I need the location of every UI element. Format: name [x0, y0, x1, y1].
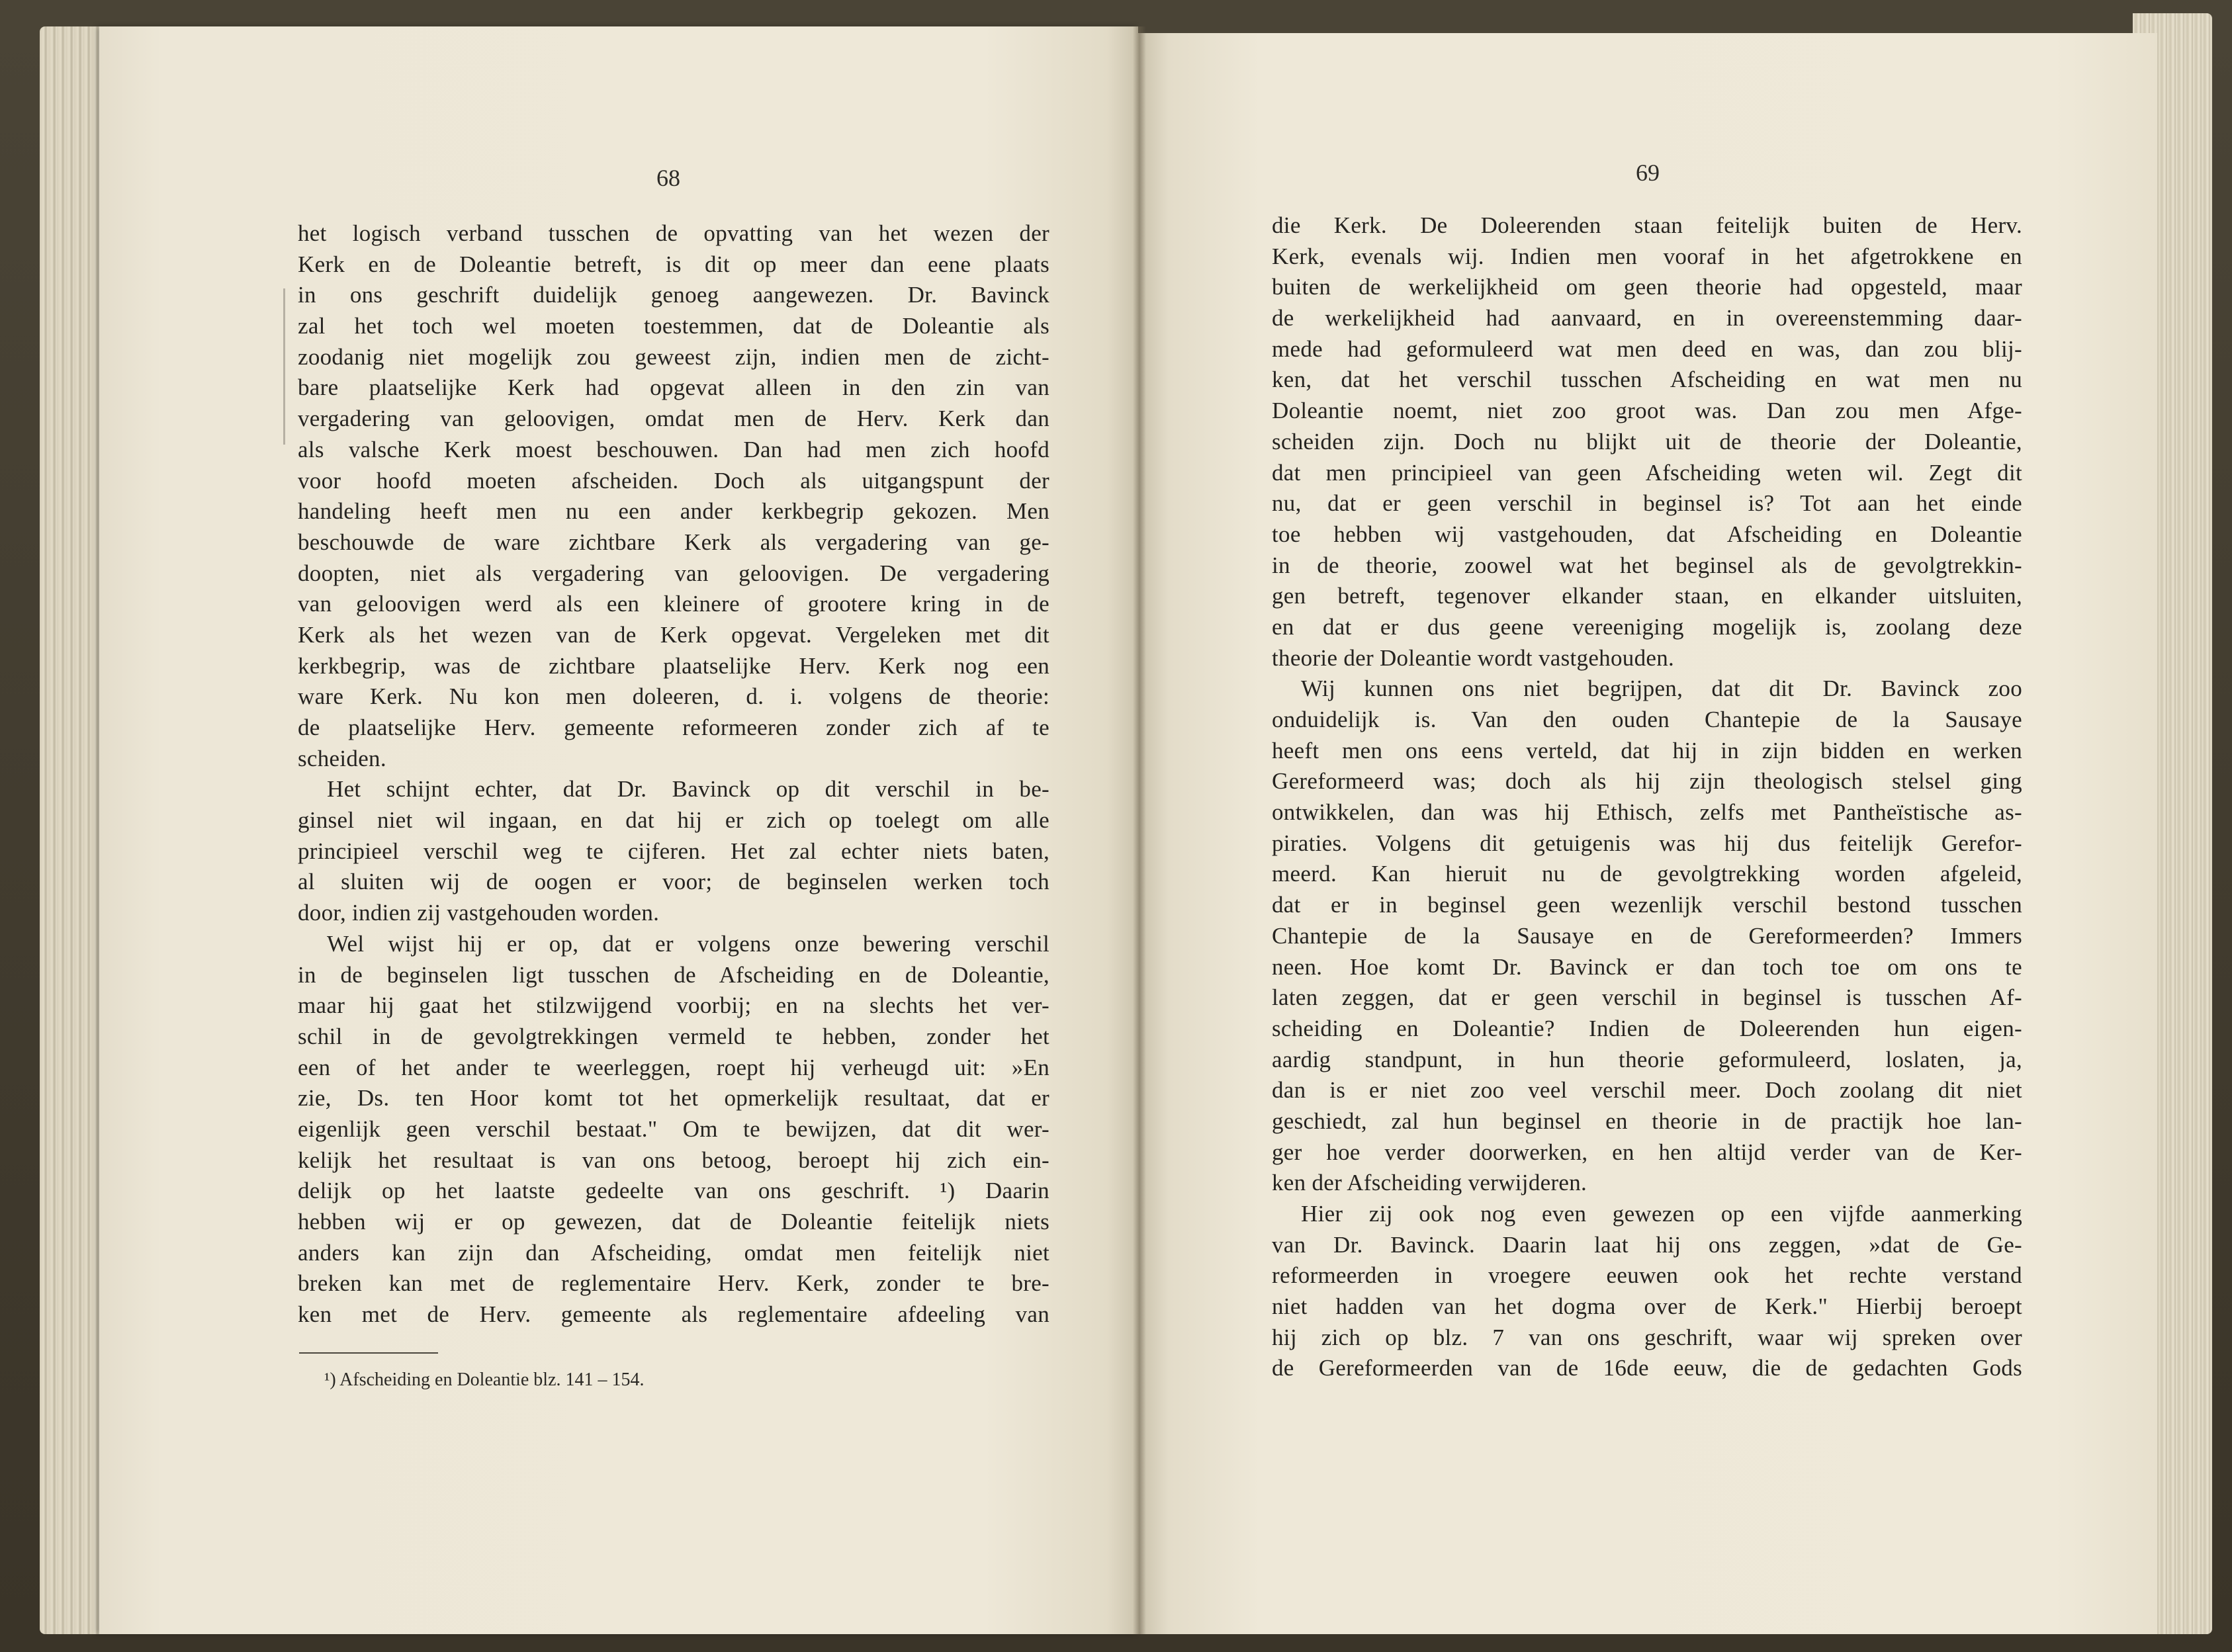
text-line: schil in de gevolgtrekkingen vermeld te hebben, zonder het [298, 1023, 1049, 1049]
text-line: theorie der Doleantie wordt vastgehouden. [1272, 644, 1675, 671]
text-line: als valsche Kerk moest beschouwen. Dan had men zich hoofd [298, 436, 1049, 462]
text-line: ginsel niet wil ingaan, en dat hij er zich op toelegt om alle [298, 807, 1049, 834]
page-number-left: 68 [656, 165, 680, 191]
text-line: aardig standpunt, in hun theorie geformuleerd, loslaten, ja, [1272, 1046, 2022, 1072]
text-line: de werkelijkheid had aanvaard, en in overeenstemming daar- [1272, 305, 2022, 331]
text-line: vergadering van geloovigen, omdat men de Herv. Kerk dan [298, 406, 1049, 432]
text-line: van Dr. Bavinck. Daarin laat hij ons zeggen, »dat de Ge- [1272, 1231, 2022, 1258]
text-line: voor hoofd moeten afscheiden. Doch als uitgangspunt der [298, 467, 1049, 494]
text-line: hij zich op blz. 7 van ons geschrift, waar wij spreken over [1272, 1324, 2022, 1350]
text-line: de Gereformeerden van de 16de eeuw, die de gedachten Gods [1272, 1355, 2022, 1381]
footnote-rule [299, 1352, 438, 1354]
text-line: kerkbegrip, was de zichtbare plaatselijke Herv. Kerk nog een [298, 652, 1049, 679]
text-line: breken kan met de reglementaire Herv. Kerk, zonder te bre- [298, 1270, 1049, 1297]
text-line: van geloovigen werd als een kleinere of grootere kring in de [298, 591, 1049, 617]
text-line: scheiding en Doleantie? Indien de Doleerenden hun eigen- [1272, 1015, 2022, 1041]
text-line: anders kan zijn dan Afscheiding, omdat men feitelijk niet [298, 1239, 1049, 1266]
text-line: de plaatselijke Herv. gemeente reformeeren zonder zich af te [298, 715, 1049, 740]
text-line: maar hij gaat het stilzwijgend voorbij; en na slechts het ver- [298, 992, 1049, 1019]
page-number-right: 69 [1636, 159, 1660, 186]
text-line: beschouwde de ware zichtbare Kerk als vergadering van ge- [298, 529, 1049, 555]
text-line: toe hebben wij vastgehouden, dat Afscheiding en Doleantie [1272, 521, 2022, 547]
text-line: scheiden. [298, 745, 386, 771]
text-line: zal het toch wel moeten toestemmen, dat de Doleantie als [298, 313, 1049, 339]
text-line: meerd. Kan hieruit nu de gevolgtrekking worden afgeleid, [1272, 861, 2022, 887]
text-line: een of het ander te weerleggen, roept hij verheugd uit: »En [298, 1054, 1049, 1080]
text-line: doopten, niet als vergadering van geloovigen. De vergadering [298, 560, 1049, 586]
text-line: bare plaatselijke Kerk had opgevat alleen in den zin van [298, 374, 1049, 401]
text-line: Het schijnt echter, dat Dr. Bavinck op dit verschil in be- [327, 776, 1049, 803]
text-line: Kerk als het wezen van de Kerk opgevat. Vergeleken met dit [298, 621, 1049, 648]
text-line: ken, dat het verschil tusschen Afscheiding en wat men nu [1272, 367, 2022, 393]
text-line: buiten de werkelijkheid om geen theorie had opgesteld, maar [1272, 274, 2022, 300]
text-line: ontwikkelen, dan was hij Ethisch, zelfs met Pantheïstische as- [1272, 799, 2022, 826]
text-line: neen. Hoe komt Dr. Bavinck er dan toch toe om ons te [1272, 953, 2022, 980]
text-line: piraties. Volgens dit getuigenis was hij dus feitelijk Gerefor- [1272, 830, 2022, 856]
text-line: Gereformeerd was; doch als hij zijn theologisch stelsel ging [1272, 768, 2022, 795]
text-line: principieel verschil weg te cijferen. Het zal echter niets baten, [298, 838, 1049, 864]
text-line: Doleantie noemt, niet zoo groot was. Dan zou men Afge- [1272, 398, 2022, 424]
text-line: in de theorie, zoowel wat het beginsel als de gevolgtrekkin- [1272, 552, 2022, 578]
text-line: ken der Afscheiding verwijderen. [1272, 1170, 1587, 1196]
text-line: dat men principieel van geen Afscheiding weten wil. Zegt dit [1272, 459, 2022, 486]
text-line: ger hoe verder doorwerken, en hen altijd verder van de Ker- [1272, 1139, 2022, 1165]
left-page-body [298, 218, 1049, 1330]
text-line: handeling heeft men nu een ander kerkbegrip gekozen. Men [298, 498, 1049, 525]
text-line: reformeerden in vroegere eeuwen ook het rechte verstand [1272, 1262, 2022, 1289]
text-line: niet hadden van het dogma over de Kerk." Hierbij beroept [1272, 1293, 2022, 1320]
text-line: nu, dat er geen verschil in beginsel is? Tot aan het einde [1272, 490, 2022, 517]
text-line: Kerk en de Doleantie betreft, is dit op meer dan eene plaats [298, 251, 1049, 277]
text-line: Wij kunnen ons niet begrijpen, dat dit Dr. Bavinck zoo [1301, 675, 2022, 702]
text-line: dan is er niet zoo veel verschil meer. Doch zoolang dit niet [1272, 1077, 2022, 1104]
text-line: zie, Ds. ten Hoor komt tot het opmerkelijk resultaat, dat er [298, 1085, 1049, 1111]
text-line: door, indien zij vastgehouden worden. [298, 900, 660, 926]
text-line: delijk op het laatste gedeelte van ons geschrift. ¹) Daarin [298, 1178, 1049, 1204]
text-line: Chantepie de la Sausaye en de Gereformeerden? Immers [1272, 922, 2022, 949]
text-line: mede had geformuleerd wat men deed en was, dan zou blij- [1272, 335, 2022, 362]
text-line: in ons geschrift duidelijk genoeg aangewezen. Dr. Bavinck [298, 282, 1049, 308]
text-line: ware Kerk. Nu kon men doleeren, d. i. volgens de theorie: [298, 683, 1049, 710]
text-line: onduidelijk is. Van den ouden Chantepie de la Sausaye [1272, 707, 2022, 732]
text-line: zoodanig niet mogelijk zou geweest zijn, indien men de zicht- [298, 343, 1049, 370]
text-line: kelijk het resultaat is van ons betoog, beroept hij zich ein- [298, 1147, 1049, 1173]
text-line: Kerk, evenals wij. Indien men vooraf in het afgetrokkene en [1272, 243, 2022, 269]
text-line: laten zeggen, dat er geen verschil in beginsel is tusschen Af- [1272, 984, 2022, 1011]
text-line: gen betreft, tegenover elkander staan, en elkander uitsluiten, [1272, 583, 2022, 609]
text-line: ken met de Herv. gemeente als reglementaire afdeeling van [298, 1301, 1049, 1328]
text-line: die Kerk. De Doleerenden staan feitelijk buiten de Herv. [1272, 212, 2022, 238]
footnote: ¹) Afscheiding en Doleantie blz. 141 – 154. [324, 1369, 645, 1390]
text-line: hebben wij er op gewezen, dat de Doleantie feitelijk niets [298, 1209, 1049, 1235]
text-line: scheiden zijn. Doch nu blijkt uit de theorie der Doleantie, [1272, 428, 2022, 455]
pencil-margin-mark [283, 288, 285, 445]
text-line: en dat er dus geene vereeniging mogelijk is, zoolang deze [1272, 613, 2022, 640]
text-line: eigenlijk geen verschil bestaat." Om te bewijzen, dat dit wer- [298, 1115, 1049, 1142]
text-line: in de beginselen ligt tusschen de Afscheiding en de Doleantie, [298, 961, 1049, 988]
text-line: al sluiten wij de oogen er voor; de beginselen werken toch [298, 869, 1049, 895]
right-page-body [1272, 210, 2022, 1384]
text-line: Hier zij ook nog even gewezen op een vijfde aanmerking [1301, 1201, 2022, 1227]
text-line: dat er in beginsel geen wezenlijk verschil bestond tusschen [1272, 892, 2022, 918]
book-gutter [1133, 26, 1146, 1634]
text-line: heeft men ons eens verteld, dat hij in zijn bidden en werken [1272, 737, 2022, 763]
text-line: geschiedt, zal hun beginsel en theorie in de practijk hoe lan- [1272, 1108, 2022, 1134]
text-line: het logisch verband tusschen de opvatting van het wezen der [298, 220, 1049, 246]
text-line: Wel wijst hij er op, dat er volgens onze bewering verschil [327, 930, 1049, 957]
